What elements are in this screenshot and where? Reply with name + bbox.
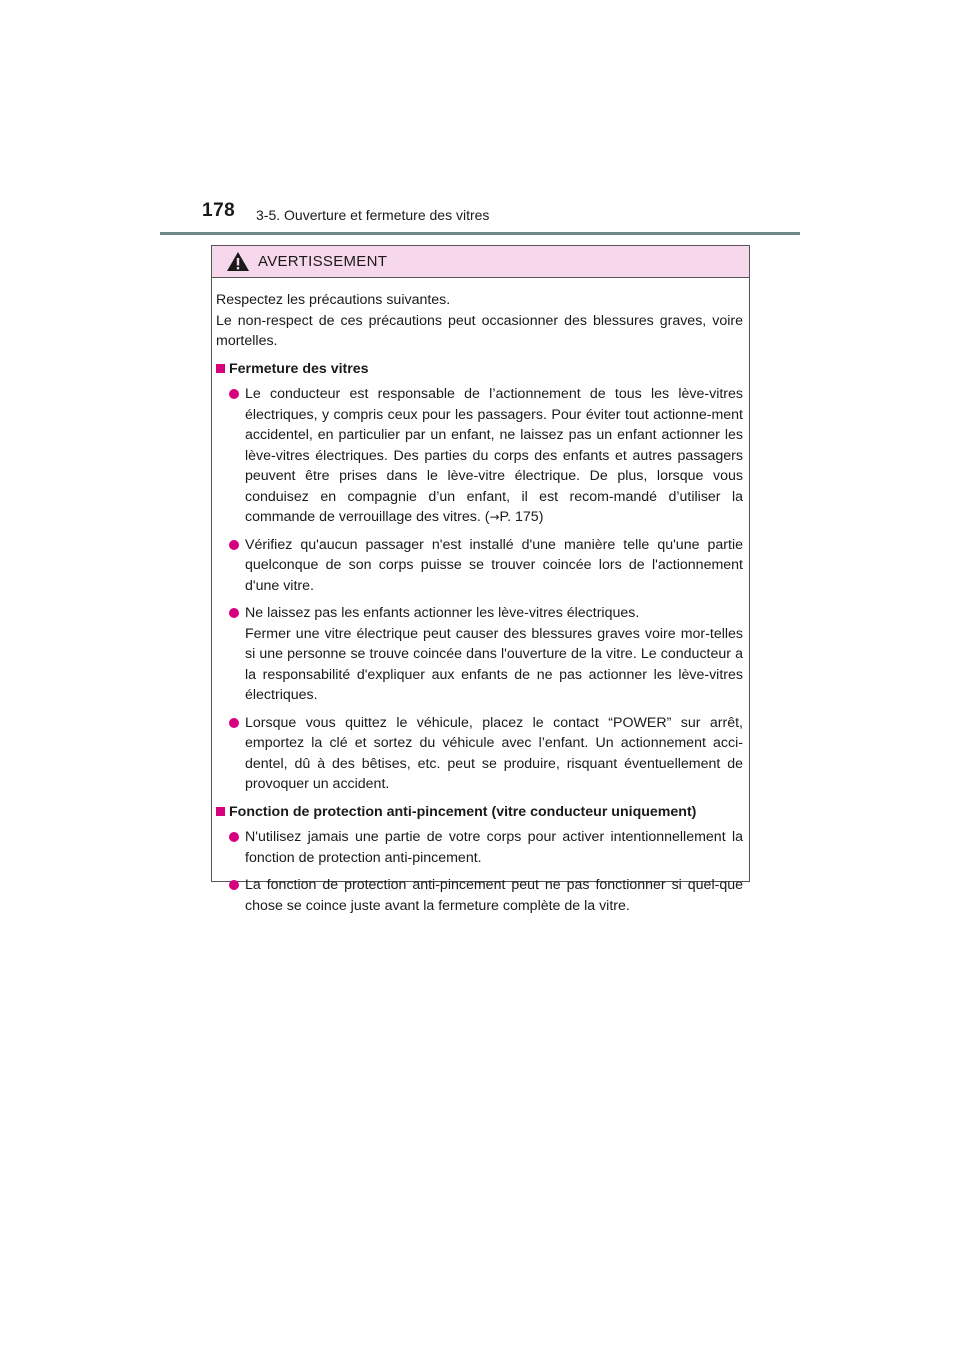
intro-line-1: Respectez les précautions suivantes. — [216, 292, 451, 308]
list-item — [229, 875, 743, 916]
list-item — [229, 603, 743, 706]
bullet-text: Vérifiez qu'aucun passager n'est installé d'une manière telle qu'une partie quelconque de son corps puisse se trouver coincée lors de l'actionnement d'une vitre. — [245, 536, 743, 594]
header-rule — [160, 232, 800, 235]
square-bullet-icon — [216, 807, 225, 816]
list-item — [229, 827, 743, 868]
circle-bullet-icon — [229, 540, 239, 550]
section-heading-closing — [216, 359, 743, 380]
page-reference-link[interactable]: P. 175) — [499, 509, 544, 525]
list-item — [229, 384, 743, 528]
circle-bullet-icon — [229, 880, 239, 890]
circle-bullet-icon — [229, 389, 239, 399]
bullet-text: Fermer une vitre électrique peut causer des blessures graves voire mor-telles si une personne se trouve coincée dans l'ouverture de la vitre. Le conducteur a la responsabilité d'expliquer aux enfants de ne pas actionner les lève-vitres électriques. — [245, 625, 743, 703]
arrow-right-icon: → — [489, 510, 500, 524]
section-heading-anti-pinch — [216, 802, 743, 823]
circle-bullet-icon — [229, 718, 239, 728]
circle-bullet-icon — [229, 608, 239, 618]
section-heading-text: Fonction de protection anti-pincement (vitre conducteur uniquement) — [229, 803, 697, 820]
square-bullet-icon — [216, 364, 225, 373]
warning-box — [211, 245, 750, 914]
bullet-text: N'utilisez jamais une partie de votre corps pour activer intentionnellement la fonction de protection anti-pincement. — [245, 829, 743, 866]
warning-title: AVERTISSEMENT — [258, 253, 388, 270]
bullet-text: La fonction de protection anti-pincement peut ne pas fonctionner si quel-que chose se coince juste avant la fermeture complète de la vitre. — [245, 877, 743, 914]
section-title: 3-5. Ouverture et fermeture des vitres — [256, 207, 490, 223]
list-item — [229, 713, 743, 795]
bullet-text: Lorsque vous quittez le véhicule, placez le contact “POWER” sur arrêt, emportez la clé et sortez du véhicule avec l’enfant. Un actionnement acci-dentel, dû à des bêtises, etc. peut se produire, risquant éventuellement de provoquer un accident. — [245, 714, 743, 792]
bullet-text: Le conducteur est responsable de l’actionnement de tous les lève-vitres électriques, y compris ceux pour les passagers. Pour éviter tout actionne-ment accidentel, en particulier par un enfant, ne laissez pas un enfant actionner les lève-vitres électriques. Des parties du corps des enfants et autres passagers peuvent être prises dans le lève-vitre électrique. De plus, lorsque vous conduisez en compagnie d’un enfant, il est recom-mandé d’utiliser la commande de verrouillage des vitres. ( — [245, 386, 743, 525]
warning-header — [212, 246, 749, 278]
circle-bullet-icon — [229, 832, 239, 842]
warning-body — [212, 278, 749, 916]
intro-line-2: Le non-respect de ces précautions peut occasionner des blessures graves, voire mortelles. — [216, 312, 743, 349]
warning-triangle-icon — [226, 251, 250, 272]
bullet-text: Ne laissez pas les enfants actionner les lève-vitres électriques. — [245, 605, 640, 621]
warning-intro — [216, 290, 743, 352]
section-heading-text: Fermeture des vitres — [229, 360, 369, 377]
page-number: 178 — [202, 200, 236, 221]
list-item — [229, 535, 743, 597]
